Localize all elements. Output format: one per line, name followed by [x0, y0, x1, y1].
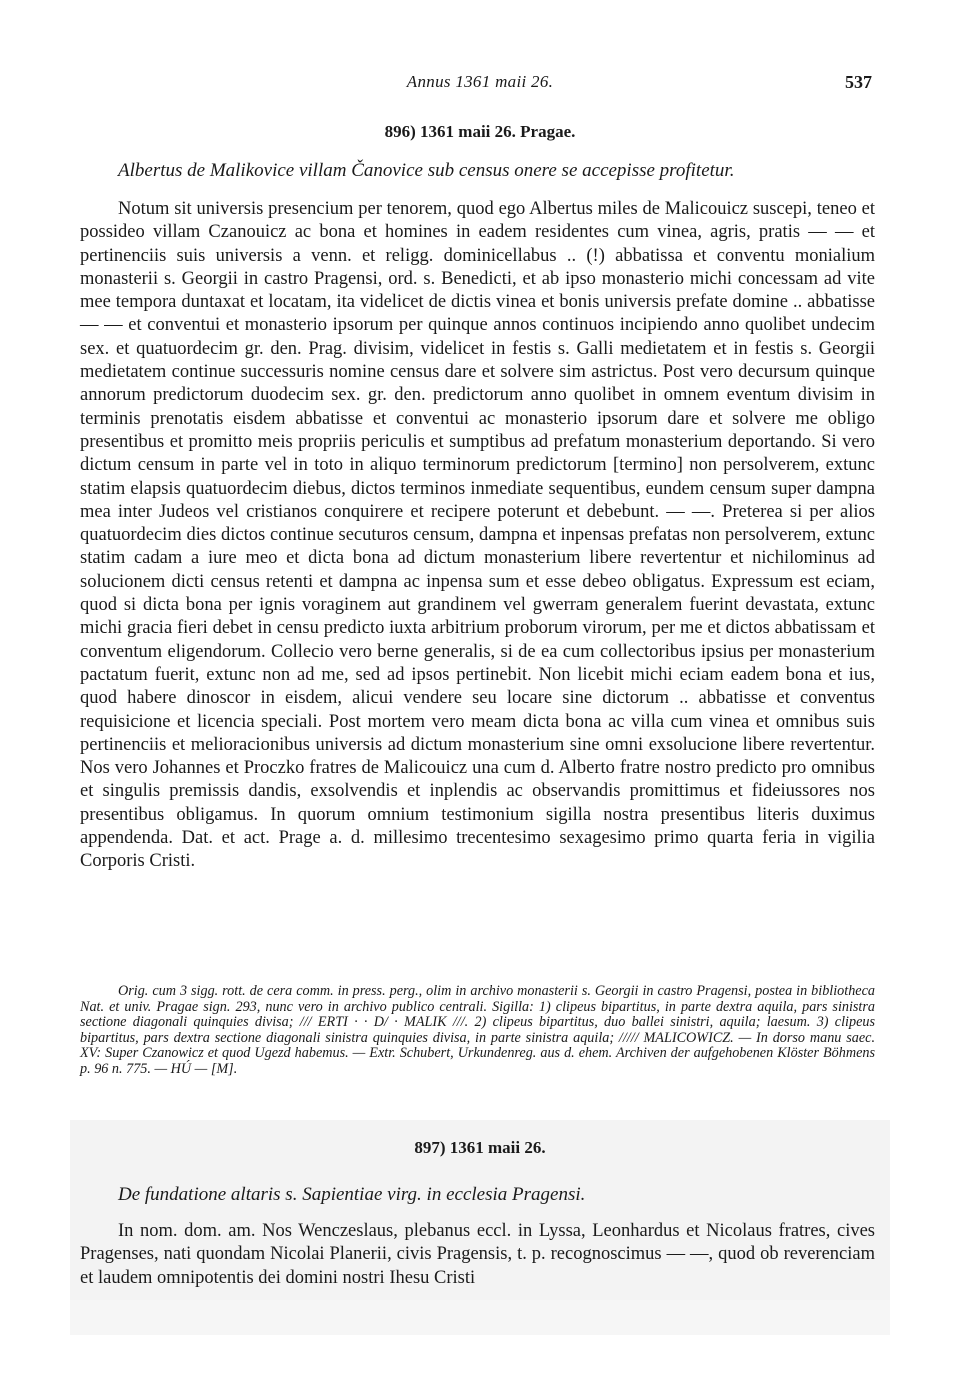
document-heading-896: 896) 1361 maii 26. Pragae. — [384, 122, 576, 141]
regest-897: De fundatione altaris s. Sapientiae virg. in ecclesia Pragensi. — [118, 1184, 586, 1205]
document-heading-897: 897) 1361 maii 26. — [414, 1138, 546, 1157]
critical-apparatus-896: Orig. cum 3 sigg. rott. de cera comm. in press. perg., olim in archivo monasterii s. Georgii in castro Pragensi, postea in bibliotheca Nat. et univ. Pragae sign. 293, nunc vero in archivo publico centrali. Sigilla: 1) clipeus bipartitus, in parte dextra aquila, pars sinistra sectione diagonali quinquies divisa; /// ERTI · · D/ · MALIK ///. 2) clipeus bipartitus, duo ballei sinistri, aquila; laesum. 3) clipeus bipartitus, pars dextra sectione diagonali sinistra quinquies divisa, in parte sinistra aquila; ///// MALICOWICZ. — In dorso manu saec. XV: Super Czanowicz et quod Ugezd habemus. — Extr. Schubert, Urkundenreg. aus d. ehem. Archiven der aufgehobenen Klöster Böhmens p. 96 n. 775. — HÚ — [M]. — [80, 983, 875, 1077]
running-head — [0, 72, 960, 96]
page-number: 537 — [845, 72, 872, 92]
scan-shading-lower — [70, 1300, 890, 1335]
document-text-897: In nom. dom. am. Nos Wenczeslaus, plebanus eccl. in Lyssa, Leonhardus et Nicolaus fratres, cives Pragenses, nati quondam Nicolai Planerii, civis Pragensis, t. p. recognoscimus — —, quod ob reverenciam et laudem omnipotentis dei domini nostri Ihesu Cristi — [80, 1221, 875, 1288]
document-text-896: Notum sit universis presencium per tenorem, quod ego Albertus miles de Malicouicz suscepi, teneo et possideo villam Czanouicz ac bona et homines in eadem residentes cum vinea, agris, pratis — — et pertinenciis suis universis a venn. et religg. dominicellabus .. (!) abbatissa et conventu monialium monasterii s. Georgii in castro Pragensi, ord. s. Benedicti, et ab ipso monasterio michi concessam ad vite mee tempora duntaxat et locatam, ita videlicet de dictis vinea et bonis universis prefate domine .. abbatisse — — et conventui et monasterio ipsorum per quinque annos continuos incipiendo anno quolibet undecim sex. et quatuordecim gr. den. Prag. divisim, videlicet in festis s. Galli medietatem et in festis s. Georgii medietatem continue successuris nomine census dare et solvere sim astrictus. Post vero decursum quinque annorum predictorum duodecim sex. gr. den. predictorum anno quolibet in omnem eventum divisim in terminis prenotatis eisdem abbatisse et conventui ac monasterio ipsorum dare et solvere me obligo presentibus et promitto meis propriis periculis et sumptibus ad prefatum monasterium deportando. Si vero dictum censum in parte vel in toto in aliquo terminorum predictorum [termino] non persolverem, extunc statim elapsis quatuordecim diebus, dictos terminos inmediate sequentibus, eundem censum super dampna mea inter Judeos vel cristianos conquirere et recipere poterunt et debebunt. — —. Preterea si per alios quatuordecim dies dictos continue secuturos censum, dampna et inpensas prefatas non persolverem, extunc statim cadam a iure meo et dicta bona ad dictum monasterium libere revertentur et nichilominus ad solucionem dicti census retenti et dampna ac inpensa sum et esse debeo obligatus. Expressum est eciam, quod si dicta bona per ignis voraginem aut grandinem vel gwerram generalem fuerint devastata, extunc michi gracia fieri debet in censu predicto iuxta arbitrium proborum virorum, per me et dictos abbatissam et conventum eligendorum. Collecio vero berne generalis, si de ea cum collectoribus ipsius per monasterium pactatum fuerit, extunc non ad me, sed ad ipsos pertinebit. Non licebit michi eciam eadem bona et ius, quod habere dinoscor in eisdem, alicui vendere seu locare sine dictorum .. abbatisse et conventus requisicione et licencia speciali. Post mortem vero meam dicta bona ac villa cum vinea et omnibus suis pertinenciis et melioracionibus universis ad dictum monasterium sine omni exsolucione libere revertentur. Nos vero Johannes et Proczko fratres de Malicouicz una cum d. Alberto fratre nostro predicto pro omnibus et singulis premissis dandis, exsolvendis et inplendis ac observandis promittimus et fideiussores nos presentibus obligamus. In quorum omnium testimonium sigilla nostra presentibus literis duximus appendenda. Dat. et act. Prage a. d. millesimo trecentesimo sexagesimo primo quarta feria in vigilia Corporis Cristi. — [80, 199, 875, 872]
regest-896: Albertus de Malikovice villam Čanovice sub census onere se accepisse profitetur. — [118, 160, 735, 181]
running-title: Annus 1361 maii 26. — [406, 72, 554, 91]
